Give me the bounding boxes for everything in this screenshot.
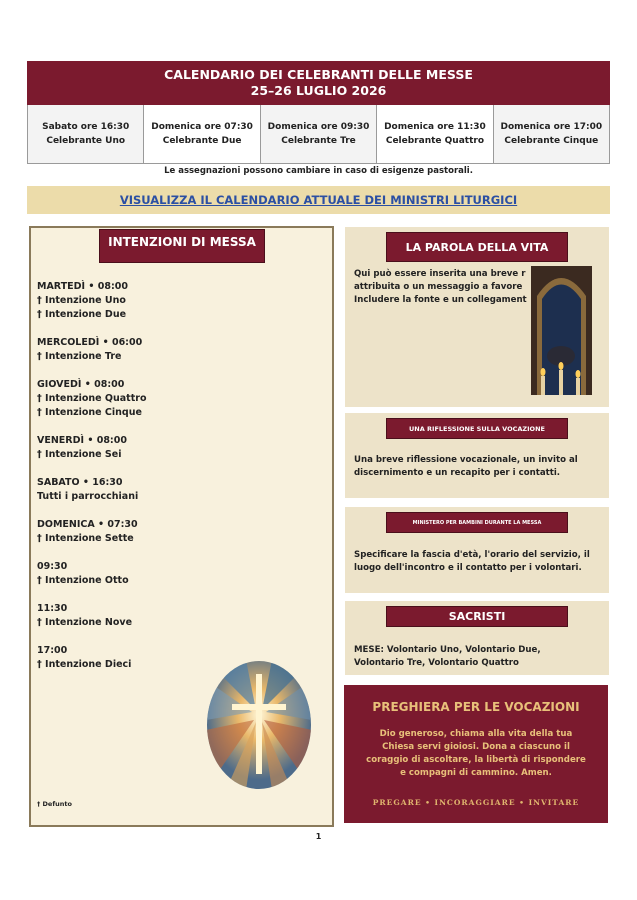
intention-line: † Intenzione Otto <box>37 575 129 586</box>
intention-day <box>37 378 317 420</box>
day-heading: MARTEDÌ • 08:00 <box>37 281 129 292</box>
celebrant-cell <box>28 105 144 163</box>
intention-day <box>37 280 317 322</box>
intention-line: † Intenzione Tre <box>37 351 122 362</box>
intentions-footnote: † Defunto <box>37 800 72 808</box>
day-heading: DOMENICA • 07:30 <box>37 519 138 530</box>
stained-glass-cross-image <box>206 660 312 790</box>
intention-line: † Intenzione Quattro <box>37 393 147 404</box>
intention-day <box>37 434 317 462</box>
calendar-title: CALENDARIO DEI CELEBRANTI DELLE MESSE <box>164 67 473 82</box>
cell-celebrant: Celebrante Uno <box>46 136 126 146</box>
cell-celebrant: Celebrante Tre <box>281 136 356 146</box>
day-heading: MERCOLEDÌ • 06:00 <box>37 337 143 348</box>
intentions-list <box>37 280 317 686</box>
calendar-note: Le assegnazioni possono cambiare in caso di esigenze pastorali. <box>164 166 473 176</box>
celebrant-cell <box>494 105 609 163</box>
calendar-header <box>27 61 610 105</box>
page-number: 1 <box>315 832 322 841</box>
intentions-title: INTENZIONI DI MESSA <box>99 229 265 263</box>
sacristans-title: SACRISTI <box>386 606 568 627</box>
vocations-prayer-text: Dio generoso, chiama alla vita della tua Chiesa servi gioiosi. Dona a ciascuno il coraggio di ascoltare, la libertà di rispondere e compagni di cammino. Amen. <box>366 729 586 778</box>
cell-time: Sabato ore 16:30 <box>42 122 130 132</box>
candles-image <box>531 266 592 395</box>
cell-celebrant: Celebrante Quattro <box>385 136 484 146</box>
link-banner <box>27 186 610 214</box>
intention-line: † Intenzione Due <box>37 309 127 320</box>
intention-day <box>37 602 317 630</box>
celebrant-cell <box>261 105 377 163</box>
intention-line: † Intenzione Nove <box>37 617 133 628</box>
intention-line: † Intenzione Cinque <box>37 407 142 418</box>
intention-day <box>37 518 317 546</box>
vocation-reflection-text: Una breve riflessione vocazionale, un invito al discernimento e un recapito per i contatti. <box>354 455 578 478</box>
cell-time: Domenica ore 07:30 <box>151 122 253 132</box>
intention-line: † Intenzione Dieci <box>37 659 132 670</box>
cell-time: Domenica ore 09:30 <box>267 122 370 132</box>
day-heading: 17:00 <box>37 645 68 656</box>
cell-celebrant: Celebrante Due <box>162 136 242 146</box>
intention-line: † Intenzione Sette <box>37 533 134 544</box>
word-of-life-title: LA PAROLA DELLA VITA <box>386 232 568 262</box>
day-heading: 09:30 <box>37 561 68 572</box>
children-ministry-text: Specificare la fascia d'età, l'orario del servizio, il luogo dell'incontro e il contatto per i volontari. <box>354 550 590 573</box>
day-heading: SABATO • 16:30 <box>37 477 123 488</box>
intention-day <box>37 336 317 364</box>
celebrant-cell <box>377 105 493 163</box>
vocation-reflection-title: UNA RIFLESSIONE SULLA VOCAZIONE <box>386 418 568 439</box>
celebrant-grid <box>27 105 610 164</box>
vocations-prayer-footer: PREGARE • INCORAGGIARE • INVITARE <box>372 798 580 807</box>
word-of-life-text: Qui può essere inserita una breve r attribuita o un messaggio a favore Includere la fonte e un collegament <box>354 269 527 305</box>
cell-time: Domenica ore 11:30 <box>384 122 486 132</box>
cell-time: Domenica ore 17:00 <box>500 122 603 132</box>
children-ministry-title: MINISTERO PER BAMBINI DURANTE LA MESSA <box>386 512 568 533</box>
sacristans-text: MESE: Volontario Uno, Volontario Due, Volontario Tre, Volontario Quattro <box>354 645 541 668</box>
liturgical-ministers-link[interactable]: VISUALIZZA IL CALENDARIO ATTUALE DEI MINISTRI LITURGICI <box>119 193 518 207</box>
day-heading: GIOVEDÌ • 08:00 <box>37 379 125 390</box>
day-heading: VENERDÌ • 08:00 <box>37 435 127 446</box>
intention-day <box>37 560 317 588</box>
intention-line: Tutti i parrocchiani <box>37 491 139 502</box>
day-heading: 11:30 <box>37 603 68 614</box>
intention-line: † Intenzione Uno <box>37 295 126 306</box>
celebrant-cell <box>144 105 260 163</box>
vocations-prayer-box <box>344 685 608 823</box>
cell-celebrant: Celebrante Cinque <box>504 136 599 146</box>
intention-day <box>37 476 317 504</box>
vocations-prayer-title: PREGHIERA PER LE VOCAZIONI <box>372 700 580 714</box>
intention-line: † Intenzione Sei <box>37 449 122 460</box>
calendar-dates: 25–26 LUGLIO 2026 <box>250 83 387 98</box>
